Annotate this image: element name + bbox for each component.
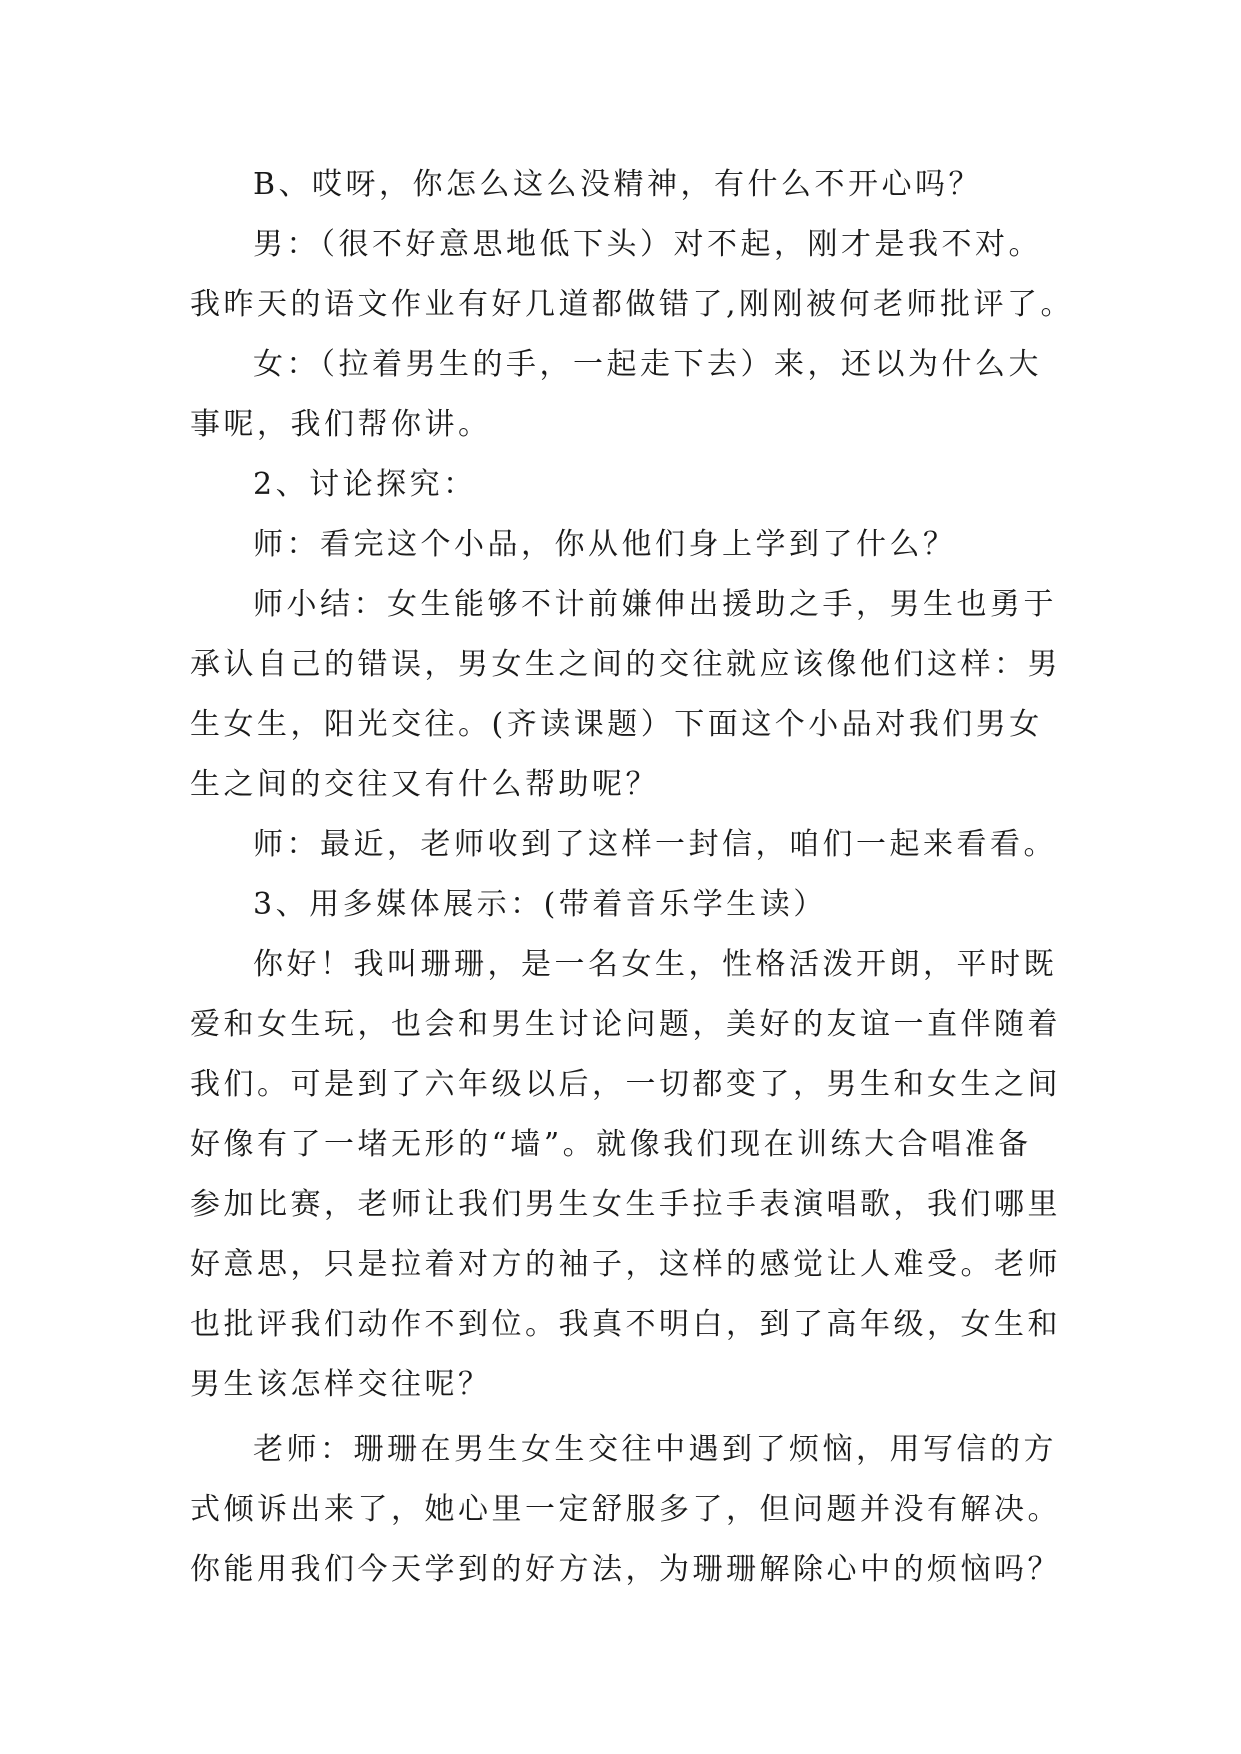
text-line: 我们。可是到了六年级以后，一切都变了，男生和女生之间 [190,1067,1061,1102]
text-line: 你能用我们今天学到的好方法，为珊珊解除心中的烦恼吗？ [190,1552,1061,1587]
text-line: 你好！我叫珊珊，是一名女生，性格活泼开朗，平时既 [253,947,1057,982]
text-line: 事呢，我们帮你讲。 [190,407,492,442]
text-line: 生之间的交往又有什么帮助呢？ [190,767,659,802]
text-line: 好像有了一堵无形的“墙”。就像我们现在训练大合唱准备 [190,1127,1032,1162]
text-line: 女：（拉着男生的手，一起走下去）来，还以为什么大 [253,347,1042,382]
text-line: 也批评我们动作不到位。我真不明白，到了高年级，女生和 [190,1307,1061,1342]
text-line: 3、用多媒体展示：(带着音乐学生读） [253,887,827,922]
text-line: 生女生，阳光交往。(齐读课题）下面这个小品对我们男女 [190,707,1043,742]
text-line: 爱和女生玩，也会和男生讨论问题，美好的友谊一直伴随着 [190,1007,1061,1042]
text-line: B、哎呀，你怎么这么没精神，有什么不开心吗？ [253,167,983,202]
text-line: 我昨天的语文作业有好几道都做错了,刚刚被何老师批评了。 [190,287,1075,322]
text-line: 老师：珊珊在男生女生交往中遇到了烦恼，用写信的方 [253,1432,1057,1467]
text-line: 好意思，只是拉着对方的袖子，这样的感觉让人难受。老师 [190,1247,1061,1282]
text-line: 男：（很不好意思地低下头）对不起，刚才是我不对。 [253,227,1042,262]
text-line: 参加比赛，老师让我们男生女生手拉手表演唱歌，我们哪里 [190,1187,1061,1222]
text-line: 男生该怎样交往呢？ [190,1367,492,1402]
text-line: 师：最近，老师收到了这样一封信，咱们一起来看看。 [253,827,1057,862]
text-line: 承认自己的错误，男女生之间的交往就应该像他们这样：男 [190,647,1061,682]
text-line: 师小结：女生能够不计前嫌伸出援助之手，男生也勇于 [253,587,1057,622]
text-line: 式倾诉出来了，她心里一定舒服多了，但问题并没有解决。 [190,1492,1061,1527]
text-line: 2、讨论探究： [253,467,477,502]
text-line: 师：看完这个小品，你从他们身上学到了什么？ [253,527,957,562]
